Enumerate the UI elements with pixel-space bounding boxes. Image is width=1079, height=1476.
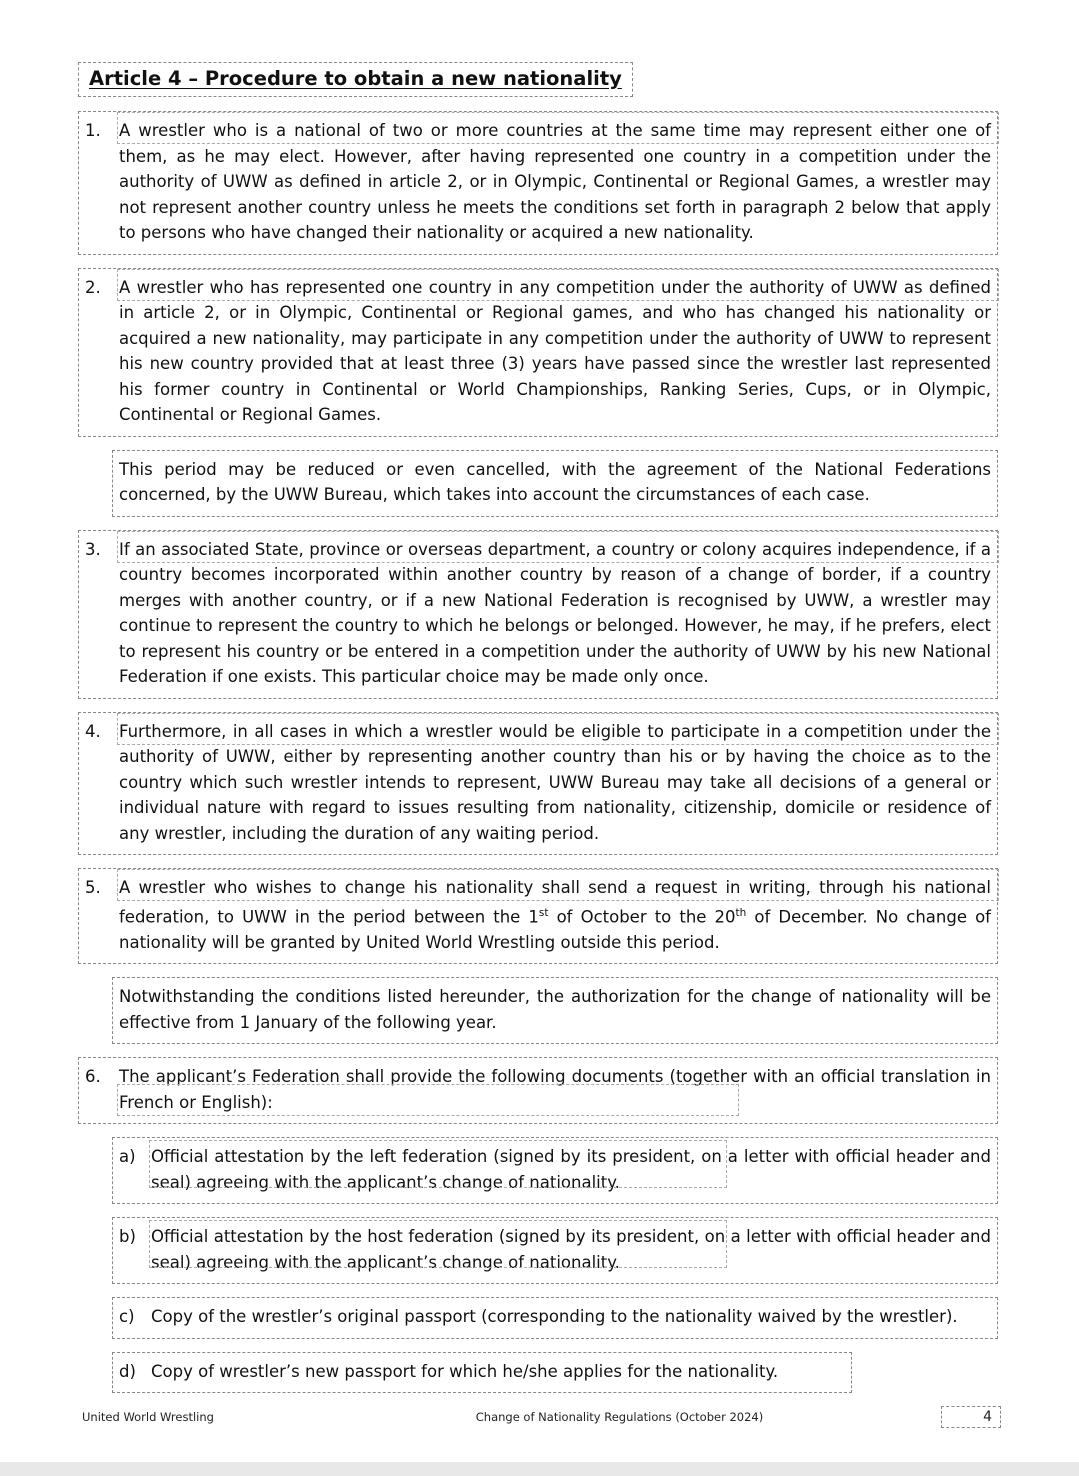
clause-5 — [78, 868, 998, 964]
clause-5-text-part3: of December. No change of nationality will be granted by United World Wrestling outside this period. — [119, 907, 991, 952]
clause-4 — [78, 712, 998, 856]
sub-item-a — [112, 1137, 998, 1204]
sub-item-a-letter: a) — [119, 1147, 136, 1166]
clause-5-number: 5. — [85, 878, 101, 897]
clause-1 — [78, 111, 998, 255]
clause-4-number: 4. — [85, 721, 101, 741]
clause-1-number: 1. — [85, 121, 101, 140]
sub-item-d-letter: d) — [119, 1361, 136, 1381]
clause-3-text: If an associated State, province or overseas department, a country or colony acquires independence, if a country becomes incorporated within another country by reason of a change of border, if a country merges with another country, or if a new National Federation is recognised by UWW, a wrestler may continue to represent the country to which he belongs or belonged. However, he may, if he prefers, elect to represent his country or be entered in a competition under the authority of UWW by his new National Federation if one exists. This particular choice may be made only once. — [119, 539, 991, 686]
clause-5-text-part1: A wrestler who wishes to change his nationality shall send a request in writing, through his national federation, to UWW in the period between the 1 — [119, 878, 991, 926]
clause-2-text: A wrestler who has represented one country in any competition under the authority of UWW as defined in article 2, or in Olympic, Continental or Regional games, and who has changed his nationality or acquired a new nationality, may participate in any competition under the authority of UWW to represent his new country provided that at least three (3) years have passed since the wrestler last represented his former country in Continental or World Championships, Ranking Series, Cups, or in Olympic, Continental or Regional Games. — [119, 277, 991, 424]
clause-2-number: 2. — [85, 277, 101, 297]
footer-left — [78, 1407, 298, 1427]
sub-item-b-text: Official attestation by the host federation (signed by its president, on a letter with official header and seal) agreeing with the applicant’s change of nationality. — [151, 1227, 991, 1272]
footer-document-title: Change of Nationality Regulations (October 2024) — [475, 1410, 764, 1424]
sub-item-c-text: Copy of the wrestler’s original passport (corresponding to the nationality waived by the wrestler). — [151, 1307, 958, 1326]
clause-6 — [78, 1057, 998, 1124]
sub-item-d-text: Copy of wrestler’s new passport for which he/she applies for the nationality. — [151, 1361, 779, 1381]
clause-5-sup-1: st — [538, 906, 549, 919]
clause-6-text: The applicant’s Federation shall provide the following documents (together with an official translation in French or English): — [119, 1067, 991, 1112]
footer-organization: United World Wrestling — [82, 1410, 214, 1424]
page-footer — [78, 1406, 1001, 1428]
clause-5-text — [119, 875, 991, 955]
document-content — [78, 62, 998, 1406]
paragraph-after-clause-5: Notwithstanding the conditions listed hereunder, the authorization for the change of nationality will be effective from 1 January of the following year. — [112, 977, 998, 1044]
sub-item-c-letter: c) — [119, 1307, 135, 1326]
sub-item-a-text: Official attestation by the left federation (signed by its president, on a letter with official header and seal) agreeing with the applicant’s change of nationality. — [151, 1147, 991, 1192]
page-title-box — [78, 62, 633, 97]
sub-item-b-letter: b) — [119, 1227, 136, 1246]
footer-center — [298, 1408, 941, 1426]
sub-item-b — [112, 1217, 998, 1284]
footer-page-number: 4 — [941, 1406, 1001, 1428]
clause-2 — [78, 268, 998, 437]
clause-5-sup-2: th — [735, 906, 747, 919]
clause-5-text-part2: of October to the 20 — [548, 907, 736, 926]
sub-item-c — [112, 1297, 998, 1339]
clause-3 — [78, 530, 998, 699]
clause-1-text: A wrestler who is a national of two or more countries at the same time may represent either one of them, as he may elect. However, after having represented one country in a competition under the authority of UWW as defined in article 2, or in Olympic, Continental or Regional Games, a wrestler may not represent another country unless he meets the conditions set forth in paragraph 2 below that apply to persons who have changed their nationality or acquired a new nationality. — [119, 121, 991, 242]
paragraph-after-clause-2: This period may be reduced or even cancelled, with the agreement of the National Federations concerned, by the UWW Bureau, which takes into account the circumstances of each case. — [112, 450, 998, 517]
page-title: Article 4 – Procedure to obtain a new nationality — [89, 67, 622, 90]
clause-6-number: 6. — [85, 1067, 101, 1086]
clause-4-text: Furthermore, in all cases in which a wrestler would be eligible to participate in a competition under the authority of UWW, either by representing another country than his or by having the choice as to the country which such wrestler intends to represent, UWW Bureau may take all decisions of a general or individual nature with regard to issues resulting from nationality, citizenship, domicile or residence of any wrestler, including the duration of any waiting period. — [119, 721, 991, 843]
sub-item-d — [112, 1352, 852, 1394]
page-bottom-bar — [0, 1462, 1079, 1476]
clause-3-number: 3. — [85, 539, 101, 559]
